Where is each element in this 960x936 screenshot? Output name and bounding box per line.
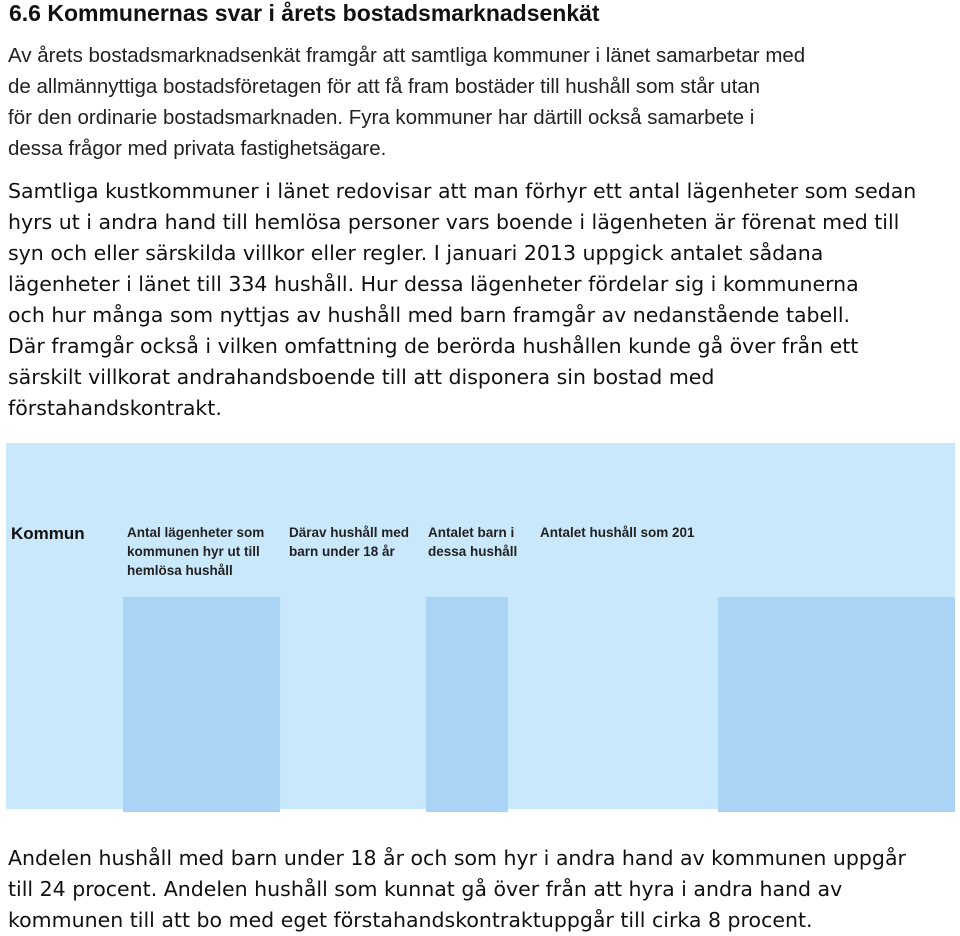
- closing-paragraph: [8, 843, 906, 936]
- text-line: hyrs ut i andra hand till hemlösa personer vars boende i lägenheten är förenat med till: [8, 210, 900, 234]
- text-line: särskilt villkorat andrahandsboende till att disponera sin bostad med: [8, 365, 715, 389]
- column-header-antalet-hushall: [540, 523, 695, 542]
- header-line: Antal lägenheter som: [127, 525, 265, 540]
- column-header-kommun: Kommun: [11, 524, 85, 543]
- header-line: Därav hushåll med: [289, 525, 410, 540]
- section-heading: 6.6 Kommunernas svar i årets bostadsmarknadsenkät: [9, 0, 600, 26]
- text-line: dessa frågor med privata fastighetsägare.: [8, 137, 387, 160]
- text-line: Där framgår också i vilken omfattning de berörda hushållen kunde gå över från ett: [8, 334, 859, 358]
- text-line: Av årets bostadsmarknadsenkät framgår att samtliga kommuner i länet samarbetar med: [8, 44, 806, 67]
- text-line: Andelen hushåll med barn under 18 år och som hyr i andra hand av kommunen uppgår: [8, 846, 906, 870]
- column-header-antalet-barn: [428, 523, 517, 561]
- column-header-antal-lagenheter: [127, 523, 264, 580]
- text-line: Samtliga kustkommuner i länet redovisar att man förhyr ett antal lägenheter som sedan: [8, 179, 917, 203]
- highlight-block: [123, 597, 280, 812]
- table-panel: [6, 443, 955, 809]
- column-header-darav-barn: [289, 523, 409, 561]
- text-line: syn och eller särskilda villkor eller regler. I januari 2013 uppgick antalet sådana: [8, 241, 824, 265]
- header-line: Antalet hushåll som 201: [540, 525, 695, 540]
- text-line: de allmännyttiga bostadsföretagen för att få fram bostäder till hushåll som står utan: [8, 75, 761, 98]
- text-line: för den ordinarie bostadsmarknaden. Fyra kommuner har därtill också samarbete i: [8, 106, 755, 129]
- header-line: hemlösa hushåll: [127, 563, 233, 578]
- intro-paragraph: [8, 40, 805, 164]
- text-line: kommunen till att bo med eget förstahandskontraktuppgår till cirka 8 procent.: [8, 908, 813, 932]
- header-line: dessa hushåll: [428, 544, 518, 559]
- highlight-block: [718, 597, 955, 812]
- text-line: förstahandskontrakt.: [8, 396, 222, 420]
- text-line: till 24 procent. Andelen hushåll som kunnat gå över från att hyra i andra hand av: [8, 877, 843, 901]
- header-line: Antalet barn i: [428, 525, 515, 540]
- highlight-block: [426, 597, 508, 812]
- header-line: kommunen hyr ut till: [127, 544, 260, 559]
- body-paragraph: [8, 176, 916, 424]
- text-line: lägenheter i länet till 334 hushåll. Hur dessa lägenheter fördelar sig i kommunerna: [8, 272, 859, 296]
- header-line: barn under 18 år: [289, 544, 395, 559]
- text-line: och hur många som nyttjas av hushåll med barn framgår av nedanstående tabell.: [8, 303, 851, 327]
